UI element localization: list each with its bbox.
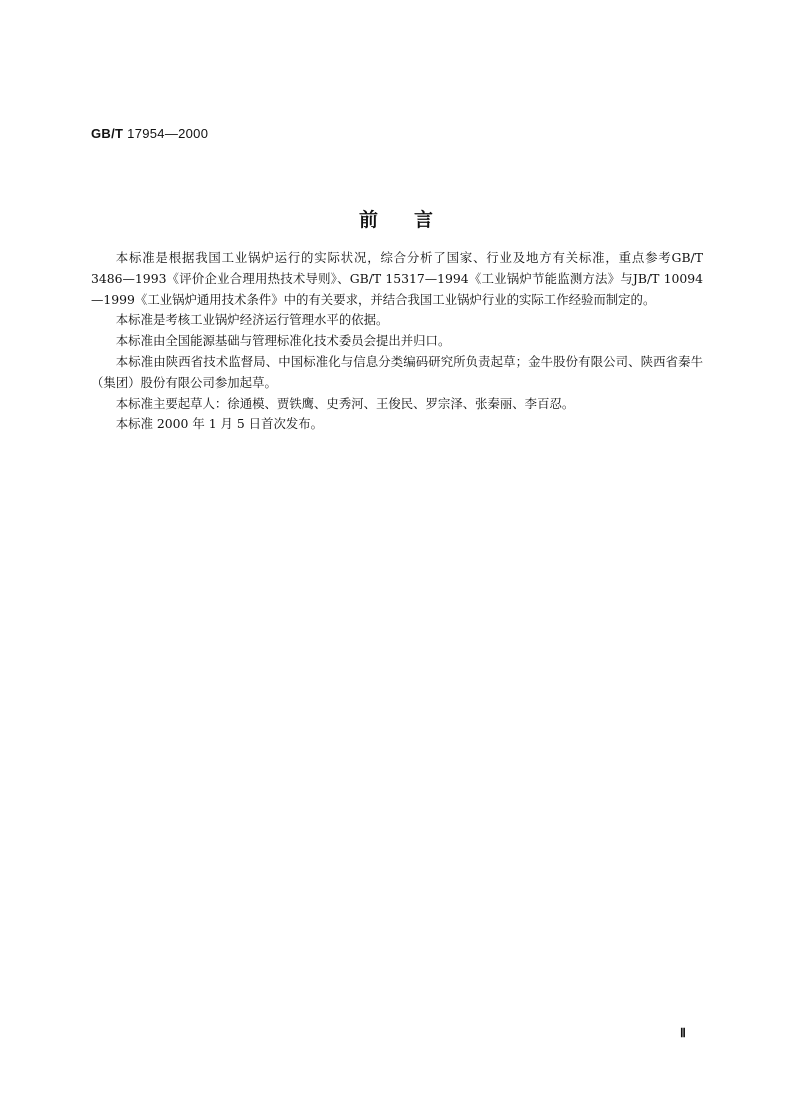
paragraph-purpose: 本标准是考核工业锅炉经济运行管理水平的依据。 xyxy=(115,312,389,328)
standard-code-prefix: GB/T xyxy=(91,126,124,141)
foreword-body xyxy=(91,248,703,435)
standard-code-number: 17954—2000 xyxy=(123,126,209,141)
paragraph-drafters: 本标准主要起草人：徐通模、贾铁鹰、史秀河、王俊民、罗宗泽、张秦丽、李百忍。 xyxy=(115,395,575,411)
page-title: 前言 xyxy=(358,209,469,231)
standard-code xyxy=(91,126,208,141)
paragraph-background: 本标准是根据我国工业锅炉运行的实际状况，综合分析了国家、行业及地方有关标准，重点参考GB/T 3486—1993《评价企业合理用热技术导则》、GB/T 15317—1994《工业锅炉节能监测方法》与JB/T 10094—1999《工业锅炉通用技术条件》中的有关要求，并结合我国工业锅炉行业的实际工作经验而制定的。 xyxy=(91,250,703,307)
paragraph-release-date: 本标准 2000 年 1 月 5 日首次发布。 xyxy=(115,416,324,432)
paragraph-proposer: 本标准由全国能源基础与管理标准化技术委员会提出并归口。 xyxy=(115,333,451,349)
paragraph-drafting-units: 本标准由陕西省技术监督局、中国标准化与信息分类编码研究所负责起草；金牛股份有限公司、陕西省秦牛（集团）股份有限公司参加起草。 xyxy=(91,353,703,390)
page-number: Ⅱ xyxy=(680,1026,686,1040)
